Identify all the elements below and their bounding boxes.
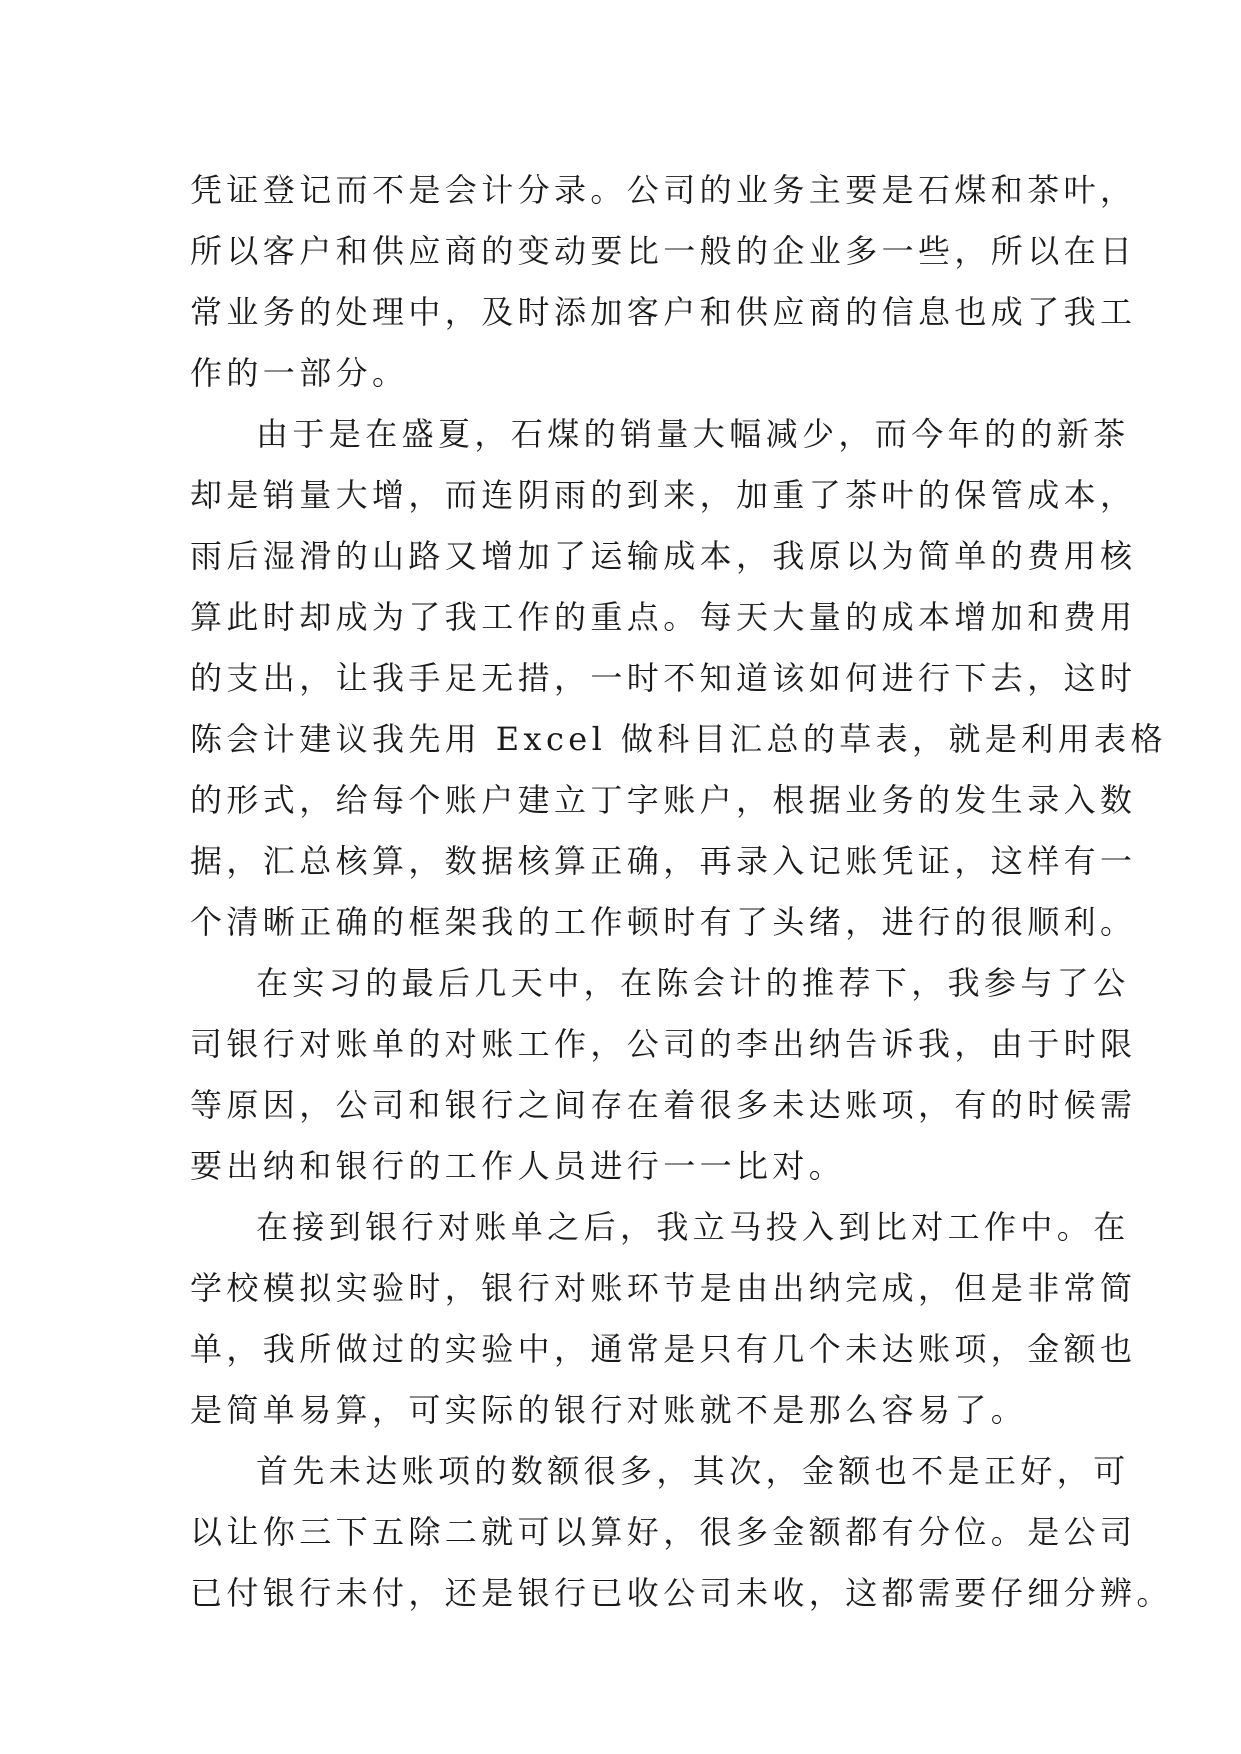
text-line: 雨后湿滑的山路又增加了运输成本，我原以为简单的费用核 [190,537,1137,575]
text-line: 陈会计建议我先用 Excel 做科目汇总的草表，就是利用表格 [190,720,1167,758]
text-line: 的支出，让我手足无措，一时不知道该如何进行下去，这时 [190,659,1137,697]
text-line: 算此时却成为了我工作的重点。每天大量的成本增加和费用 [190,598,1137,636]
text-line: 据，汇总核算，数据核算正确，再录入记账凭证，这样有一 [190,842,1137,880]
paragraph-start-line: 在实习的最后几天中，在陈会计的推荐下，我参与了公 [256,964,1130,1002]
text-line: 已付银行未付，还是银行已收公司未收，这都需要仔细分辨。 [190,1574,1173,1612]
paragraph-start-line: 在接到银行对账单之后，我立马投入到比对工作中。在 [256,1208,1130,1246]
text-line: 个清晰正确的框架我的工作顿时有了头绪，进行的很顺利。 [190,903,1137,941]
text-line: 所以客户和供应商的变动要比一般的企业多一些，所以在日 [190,232,1137,270]
text-line: 却是销量大增，而连阴雨的到来，加重了茶叶的保管成本， [190,476,1137,514]
text-line: 等原因，公司和银行之间存在着很多未达账项，有的时候需 [190,1086,1137,1124]
paragraph-start-line: 首先未达账项的数额很多，其次，金额也不是正好，可 [256,1452,1130,1490]
text-line: 常业务的处理中，及时添加客户和供应商的信息也成了我工 [190,293,1137,331]
text-line: 以让你三下五除二就可以算好，很多金额都有分位。是公司 [190,1513,1137,1551]
text-line: 司银行对账单的对账工作，公司的李出纳告诉我，由于时限 [190,1025,1137,1063]
text-line: 凭证登记而不是会计分录。公司的业务主要是石煤和茶叶， [190,171,1137,209]
text-line: 单，我所做过的实验中，通常是只有几个未达账项，金额也 [190,1330,1137,1368]
text-line: 的形式，给每个账户建立丁字账户，根据业务的发生录入数 [190,781,1137,819]
document-page [190,160,1173,1624]
paragraph-start-line: 由于是在盛夏，石煤的销量大幅减少，而今年的的新茶 [256,415,1130,453]
text-line: 要出纳和银行的工作人员进行一一比对。 [190,1147,846,1185]
text-line: 是简单易算，可实际的银行对账就不是那么容易了。 [190,1391,1028,1429]
text-line: 作的一部分。 [190,354,409,392]
text-line: 学校模拟实验时，银行对账环节是由出纳完成，但是非常简 [190,1269,1137,1307]
